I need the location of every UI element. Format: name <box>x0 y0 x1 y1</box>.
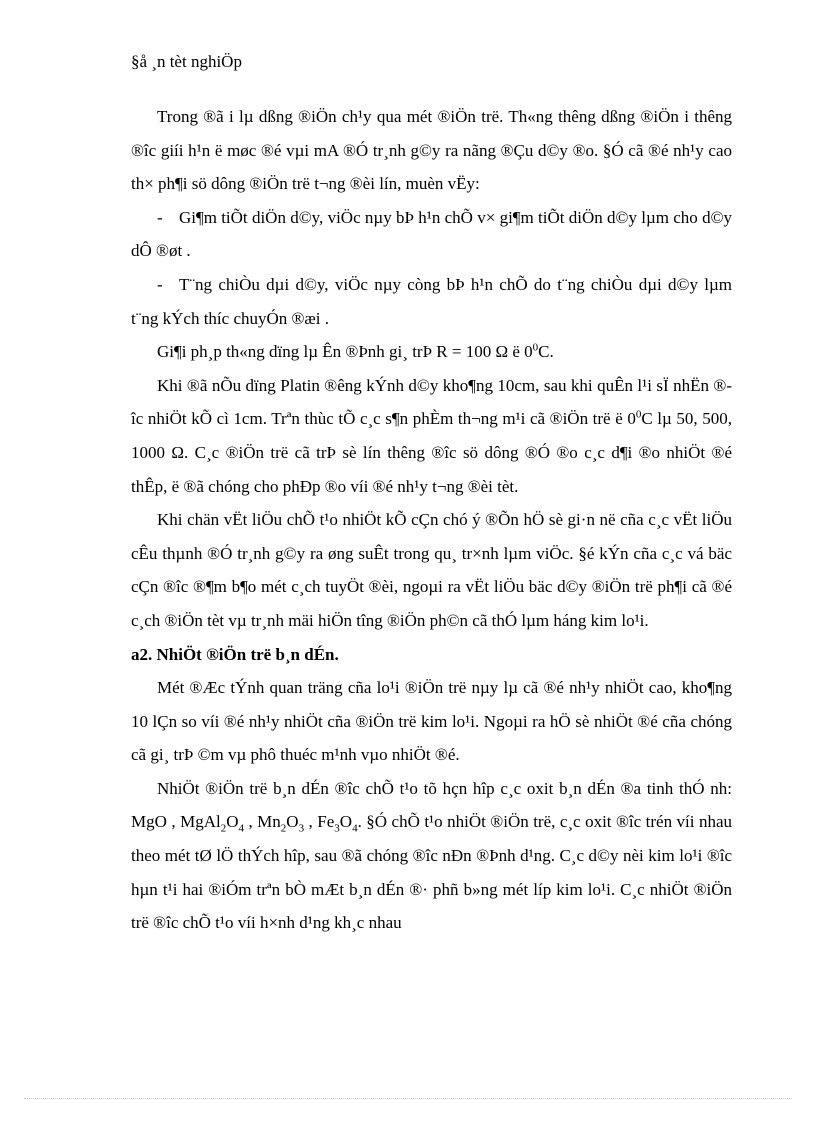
text-run: Gi¶i ph¸p th«ng dïng lµ Ên ®Þnh gi¸ trÞ R = 100 Ω ë 0 <box>157 342 533 362</box>
superscript: 0 <box>635 408 642 421</box>
text-run: C lµ 50, 500, 1000 Ω. C¸c ®iÖn trë cã trÞ sè lín thêng ®îc sö dông ®Ó ®o c¸c d¶i ®o nhiÖt ®é thÊp, ë ®ã chóng cho phÐp ®o víi ®é nh¹y t¬ng ®èi tèt. <box>131 409 732 496</box>
paragraph: Trong ®ã i lµ dßng ®iÖn ch¹y qua mét ®iÖn trë. Th«ng thêng dßng ®iÖn i thêng ®îc giíi h¹n ë møc ®é vµi mA ®Ó tr¸nh g©y ra nãng ®Çu d©y ®o. §Ó cã ®é nh¹y cao th× ph¶i sö dông ®iÖn trë t¬ng ®èi lín, muèn vËy: <box>131 107 732 194</box>
text-run: O <box>339 812 353 832</box>
text-run: C. <box>538 342 554 362</box>
paragraph <box>131 335 732 369</box>
text-run: O <box>286 812 299 832</box>
subscript: 4 <box>238 822 244 835</box>
document-body <box>131 100 732 940</box>
paragraph: Khi chän vËt liÖu chÕ t¹o nhiÖt kÕ cÇn chó ý ®Õn hÖ sè gi·n në cña c¸c vËt liÖu cÊu thµnh ®Ó tr¸nh g©y ra øng suÊt trong qu¸ tr×nh lµm viÖc. §é kÝn cña c¸c vá bäc cÇn ®îc ®¶m b¶o mét c¸ch tuyÖt ®èi, ngoµi ra vËt liÖu bäc d©y ®iÖn trë ph¶i cã ®é c¸ch ®iÖn tèt vµ tr¸nh mäi hiÖn tîng ®iÖn ph©n cã thÓ lµm háng kim lo¹i. <box>131 510 732 630</box>
superscript: 0 <box>532 341 539 354</box>
bullet-dash: - <box>157 207 163 227</box>
list-item <box>131 268 732 335</box>
text-run: , Fe <box>304 812 335 832</box>
page-header: §å ¸n tèt nghiÖp <box>131 52 242 71</box>
subscript: 3 <box>334 822 340 835</box>
text-run: . §Ó chÕ t¹o nhiÖt ®iÖn trë, c¸c oxit ®îc trén víi nhau theo mét tØ lÖ thÝch hîp, sau ®ã chóng ®îc nÐn ®Þnh d¹ng. C¸c d©y nèi kim lo¹i ®îc hµn t¹i hai ®iÓm trªn bÒ mÆt b¸n dÉn ®· phñ b»ng mét líp kim lo¹i. C¸c nhiÖt ®iÖn trë ®îc chÕ t¹o víi h×nh d¹ng kh¸c nhau <box>131 812 733 933</box>
text-run: O <box>226 812 239 832</box>
page-bottom-divider <box>24 1098 792 1099</box>
subscript: 3 <box>298 822 305 835</box>
text-run: Khi ®ã nÕu dïng Platin ®êng kÝnh d©y kho¶ng 10cm, sau khi quÊn l¹i sÏ nhËn ®îc nhiÖt kÕ cì 1cm. Trªn thùc tÕ c¸c s¶n phÈm th¬ng m¹i cã ®iÖn trë ë 0 <box>131 375 732 429</box>
bullet-dash: - <box>157 274 163 294</box>
subscript: 4 <box>352 822 358 835</box>
paragraph <box>131 369 732 503</box>
list-item <box>131 201 732 268</box>
paragraph <box>131 772 732 940</box>
list-item-text: T¨ng chiÒu dµi d©y, viÖc nµy còng bÞ h¹n chÕ do t¨ng chiÒu dµi d©y lµm t¨ng kÝch thíc chuyÓn ®æi . <box>131 274 732 328</box>
subscript: 2 <box>280 822 287 835</box>
subscript: 2 <box>220 822 227 835</box>
list-item-text: Gi¶m tiÕt diÖn d©y, viÖc nµy bÞ h¹n chÕ v× gi¶m tiÕt diÖn d©y lµm cho d©y dÔ ®øt . <box>131 207 732 261</box>
paragraph: Mét ®Æc tÝnh quan träng cña lo¹i ®iÖn trë nµy lµ cã ®é nh¹y nhiÖt cao, kho¶ng 10 lÇn so víi ®é nh¹y nhiÖt cña ®iÖn trë kim lo¹i. Ngoµi ra hÖ sè nhiÖt ®é cña chóng cã gi¸ trÞ ©m vµ phô thuéc m¹nh vµo nhiÖt ®é. <box>131 678 732 765</box>
text-run: NhiÖt ®iÖn trë b¸n dÉn ®îc chÕ t¹o tõ hçn hîp c¸c oxit b¸n dÉn ®a tinh thÓ nh: MgO , MgAl <box>131 778 732 832</box>
section-heading: a2. NhiÖt ®iÖn trë b¸n dÉn. <box>131 644 339 664</box>
text-run: , Mn <box>243 812 281 832</box>
